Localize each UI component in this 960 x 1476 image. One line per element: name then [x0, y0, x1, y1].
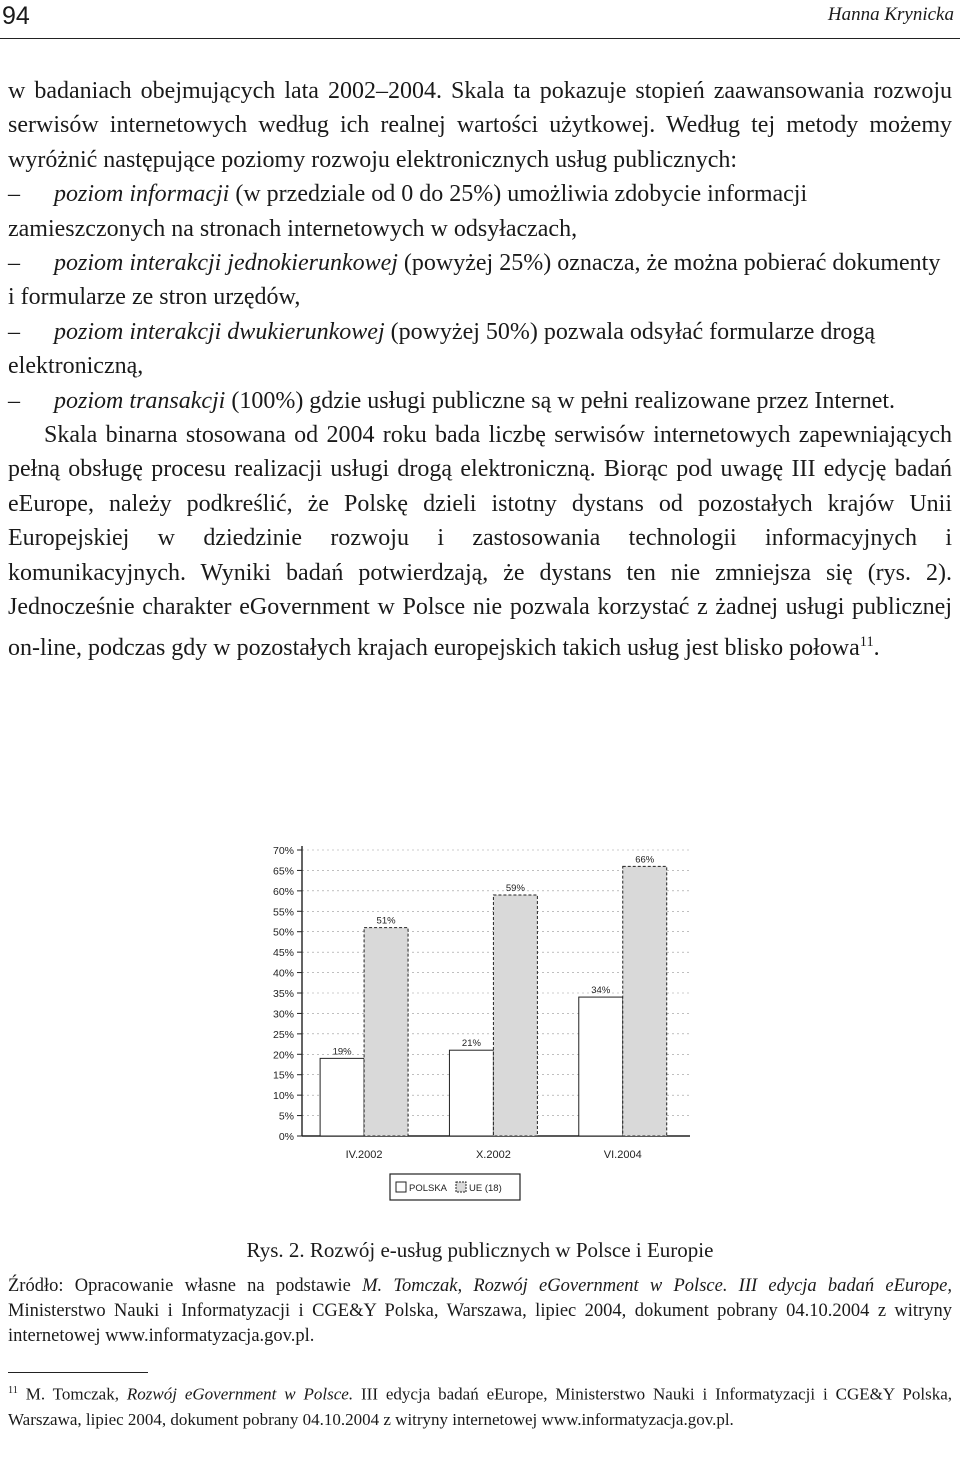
x-tick-label: X.2002	[475, 1149, 511, 1161]
y-tick-label: 10%	[272, 1090, 294, 1103]
data-label: 34%	[591, 985, 611, 997]
y-tick-label: 30%	[272, 1008, 294, 1021]
data-label: 21%	[461, 1038, 481, 1050]
y-tick-label: 60%	[272, 885, 294, 898]
y-tick-label: 65%	[272, 865, 294, 878]
level-text: (powyżej 25%) oznacza, że można pobierać dokumenty i formularze ze stron urzędów,	[8, 250, 941, 311]
data-label: 66%	[635, 854, 655, 866]
intro-paragraph: w badaniach obejmujących lata 2002–2004. Skala ta pokazuje stopień zaawansowania rozwoju serwisów internetowych według ich realnej wartości użytkowej. Według tej metody możemy wyróżnić następujące poziomy rozwoju elektronicznych usług publicznych:	[8, 78, 952, 173]
legend-swatch-ue	[456, 1182, 466, 1192]
footnote-number: 11	[8, 1385, 18, 1396]
level-text: (w przedziale od 0 do 25%) umożliwia zdobycie informacji zamieszczonych na stronach internetowych w odsyłaczach,	[8, 181, 808, 242]
level-item: – poziom interakcji dwukierunkowej (powyżej 50%) pozwala odsyłać formularze drogą elektroniczną,	[8, 318, 876, 380]
page-number: 94	[2, 2, 30, 30]
level-text: (100%) gdzie usługi publiczne są w pełni realizowane przez Internet.	[231, 387, 896, 414]
level-name: poziom interakcji dwukierunkowej	[54, 318, 385, 345]
running-author: Hanna Krynicka	[827, 4, 954, 25]
bar	[320, 1058, 364, 1136]
level-name: poziom transakcji	[54, 387, 226, 414]
legend-swatch-polska	[396, 1182, 406, 1192]
bar	[623, 866, 667, 1136]
data-label: 59%	[505, 882, 525, 894]
main-text	[8, 74, 952, 665]
legend-label-polska: POLSKA	[409, 1183, 448, 1194]
x-tick-label: IV.2002	[345, 1149, 383, 1161]
y-tick-label: 50%	[272, 926, 294, 939]
y-tick-label: 5%	[278, 1110, 294, 1123]
level-item: – poziom interakcji jednokierunkowej (powyżej 25%) oznacza, że można pobierać dokumenty i formularze ze stron urzędów,	[8, 250, 941, 311]
level-name: poziom interakcji jednokierunkowej	[54, 250, 398, 277]
level-item: – poziom transakcji (100%) gdzie usługi publiczne są w pełni realizowane przez Internet.	[8, 387, 896, 414]
running-header	[0, 0, 960, 39]
body-paragraph: Skala binarna stosowana od 2004 roku bada liczbę serwisów internetowych zapewniających pełną obsługę procesu realizacji usługi drogą elektroniczną. Biorąc pod uwagę III edycję badań eEurope, należy podkreślić, że Polskę dzieli istotny dystans od pozostałych krajów Unii Europejskiej w dziedzinie rozwoju i zastosowania technologii informacyjnych i komunikacyjnych. Wyniki badań potwierdzają, że dystans ten nie zmniejsza się (rys. 2). Jednocześnie charakter eGovernment w Polsce nie pozwala korzystać z żadnej usługi publicznej on-line, podczas gdy w pozostałych krajach europejskich takich usług jest blisko połowa$^{11}$.	[8, 422, 952, 661]
y-tick-label: 45%	[272, 947, 294, 960]
figure-source: Źródło: Opracowanie własne na podstawie M. Tomczak, Rozwój eGovernment w Polsce. III edycja badań eEurope, Ministerstwo Nauki i Informatyzacji i CGE&Y Polska, Warszawa, lipiec 2004, dokument pobrany 04.10.2004 z witryny internetowej www.informatyzacja.gov.pl.	[8, 1276, 952, 1346]
footnote-ref: 11	[859, 633, 874, 650]
footnote: $^{11}$ M. Tomczak, Rozwój eGovernment w Polsce. III edycja badań eEurope, Ministerstwo Nauki i Informatyzacji i CGE&Y Polska, Warszawa, lipiec 2004, dokument pobrany 04.10.2004 z witryny internetowej www.informatyzacja.gov.pl.	[8, 1384, 952, 1429]
bar	[364, 928, 408, 1136]
bar	[579, 997, 623, 1136]
y-tick-label: 15%	[272, 1069, 294, 1082]
y-tick-label: 55%	[272, 906, 294, 919]
figure-caption: Rys. 2. Rozwój e-usług publicznych w Polsce i Europie	[246, 1238, 714, 1262]
y-tick-label: 35%	[272, 988, 294, 1000]
bar-chart	[240, 836, 700, 1224]
y-tick-label: 0%	[278, 1131, 294, 1143]
y-tick-label: 20%	[272, 1049, 294, 1062]
footnote-rule	[8, 1372, 148, 1373]
x-tick-label: VI.2004	[603, 1149, 642, 1161]
data-label: 51%	[376, 915, 396, 927]
legend-label-ue: UE (18)	[469, 1183, 502, 1194]
data-label: 19%	[332, 1046, 352, 1058]
y-tick-label: 25%	[272, 1028, 294, 1041]
level-text: (powyżej 50%) pozwala odsyłać formularze drogą elektroniczną,	[8, 318, 876, 380]
bar	[493, 895, 537, 1136]
level-name: poziom informacji	[54, 181, 230, 208]
body-text: Skala binarna stosowana od 2004 roku bada liczbę serwisów internetowych zapewniających pełną obsługę procesu realizacji usługi drogą elektroniczną. Biorąc pod uwagę III edycję badań eEurope, należy podkreślić, że Polskę dzieli istotny dystans od pozostałych krajów Unii Europejskiej w dziedzinie rozwoju i zastosowania technologii informacyjnych i komunikacyjnych. Wyniki badań potwierdzają, że dystans ten nie zmniejsza się (rys. 2). Jednocześnie charakter eGovernment w Polsce nie pozwala korzystać z żadnej usługi publicznej on-line, podczas gdy w pozostałych krajach europejskich takich usług jest blisko połowa	[8, 422, 952, 661]
y-tick-label: 40%	[272, 967, 294, 980]
bar	[449, 1050, 493, 1136]
level-item: – poziom informacji (w przedziale od 0 do 25%) umożliwia zdobycie informacji zamieszczonych na stronach internetowych w odsyłaczach,	[8, 181, 808, 242]
y-tick-label: 70%	[272, 845, 294, 857]
